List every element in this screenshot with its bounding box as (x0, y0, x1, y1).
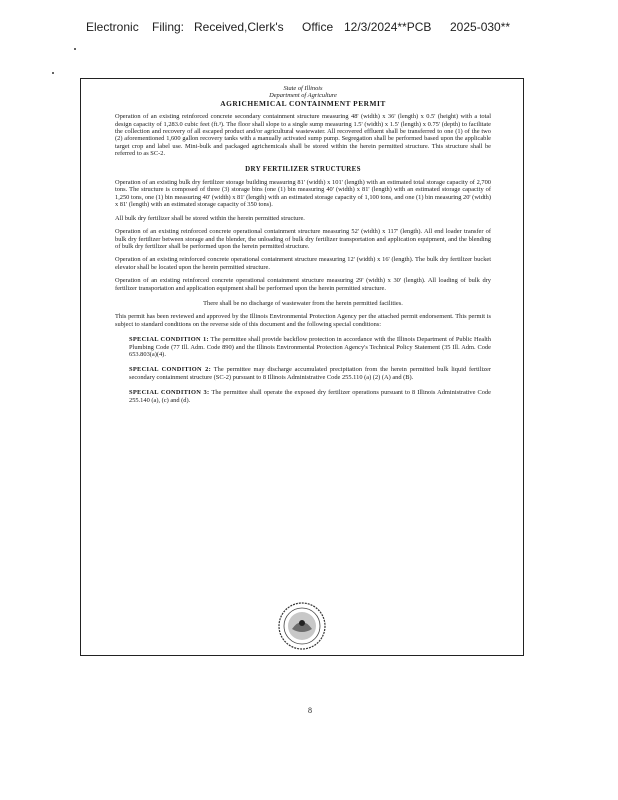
special-condition (115, 366, 491, 381)
state-seal-icon (277, 601, 327, 651)
body-paragraph: Operation of an existing bulk dry fertilizer storage building measuring 81' (width) x 101' (length) with an estimated total storage capacity of 2,700 tons. The structure is composed of three (3) storage bins (one (1) bin measuring 40' (width) x 81' (length) with an estimated storage capacity of 1,250 tons, one (1) bin measuring 40' (width) x 81' (length) with an estimated storage capacity of 1,100 tons, and one (1) bin measuring 20' (width) x 81' (length) with an estimated storage capacity of 350 tons). (115, 179, 491, 209)
body-paragraph: Operation of an existing reinforced concrete operational containment structure measuring 52' (width) x 117' (length). All end loader transfer of bulk dry fertilizer between storage and the blender, the unloading of bulk dry fertilizer transportation and application equipment, and the blending of bulk dry fertilizer shall be performed upon the herein permitted structure. (115, 228, 491, 250)
permit-page (80, 78, 524, 656)
header-electronic: Electronic (86, 20, 139, 34)
header-received: Received,Clerk's (194, 20, 284, 34)
special-condition-text: The permittee shall operate the exposed dry fertilizer operations pursuant to 8 Illinois Administrative Code 255.140 (a), (c) and (d). (129, 389, 491, 404)
header-date: 12/3/2024**PCB (344, 20, 432, 34)
special-condition-label: SPECIAL CONDITION 1: (129, 336, 209, 344)
special-condition (115, 389, 491, 404)
header-office: Office (302, 20, 334, 34)
special-condition-label: SPECIAL CONDITION 2: (129, 366, 212, 374)
header-filing: Filing: (152, 20, 185, 34)
special-condition-text: The permittee shall provide backflow protection in accordance with the Illinois Department of Public Health Plumbing Code (77 Ill. Adm. Code 890) and the Illinois Environmental Protection Agency's Technical Policy Statement (35 Ill. Adm. Code 653.803(a)(4). (129, 336, 491, 358)
permit-title: AGRICHEMICAL CONTAINMENT PERMIT (220, 98, 386, 108)
state-heading: State of Illinois (283, 85, 323, 92)
intro-paragraph: Operation of an existing reinforced concrete secondary containment structure measuring 48' (width) x 36' (length) x 0.5' (height) with a total design capacity of 1,283.0 cubic feet (ft.³). The floor shall slope to a single sump measuring 1.5' (width) x 1.5' (length) x 0.75' (depth) to facilitate the collection and recovery of all escaped product and/or agricultural wastewater. All recovered effluent shall be transferred to one (1) of the two (2) aforementioned 1,600 gallon recovery tanks with a manually activated sump pump. Segregation shall be performed based upon the applicable target crop and label use. Mini-bulk and packaged agrichemicals shall be stored within the herein permitted structure. This structure shall be referred to as SC-2. (115, 113, 491, 158)
review-statement: This permit has been reviewed and approved by the Illinois Environmental Protection Agency per the attached permit endorsement. This permit is subject to standard conditions on the reverse side of this document and the following special conditions: (115, 313, 491, 328)
header-docket: 2025-030** (450, 20, 511, 34)
permit-body (115, 85, 491, 404)
special-condition (115, 336, 491, 358)
body-paragraph: Operation of an existing reinforced concrete operational containment structure measuring 12' (width) x 16' (length). The bulk dry fertilizer bucket elevator shall be located upon the herein permitted structure. (115, 256, 491, 271)
section-heading: DRY FERTILIZER STRUCTURES (245, 164, 361, 173)
page-number: 8 (308, 706, 312, 715)
scan-speck (52, 72, 54, 74)
no-discharge-statement: There shall be no discharge of wastewater from the herein permitted facilities. (203, 299, 403, 307)
department-heading: Department of Agriculture (269, 92, 337, 100)
body-paragraph: All bulk dry fertilizer shall be stored within the herein permitted structure. (115, 214, 305, 222)
filing-header (0, 20, 618, 38)
special-condition-label: SPECIAL CONDITION 3: (129, 389, 210, 397)
scan-speck (74, 48, 76, 50)
body-paragraph: Operation of an existing reinforced concrete operational containment structure measuring 29' (width) x 30' (length). All loading of bulk dry fertilizer transportation and application equipment shall be performed upon the herein permitted structure. (115, 277, 491, 292)
special-condition-text: The permittee may discharge accumulated precipitation from the herein permitted bulk liquid fertilizer secondary containment structure (SC-2) pursuant to 8 Illinois Administrative Code 255.110 (a) (2) (A) and (B). (129, 366, 492, 381)
